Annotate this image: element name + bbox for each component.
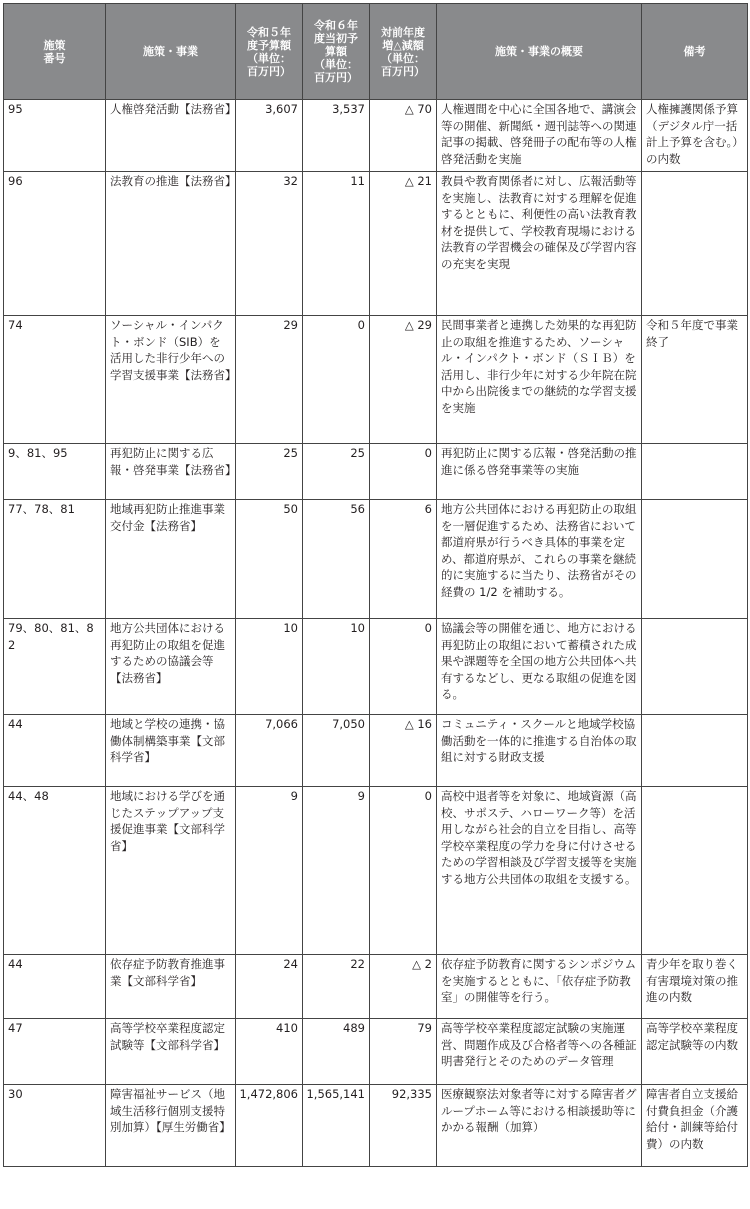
header-measure-number: 施策 番号 [4,4,106,100]
diff-cell: △ 29 [370,316,437,444]
diff-cell: 0 [370,619,437,715]
budget-table [3,3,748,1167]
measure-number-cell: 44 [4,715,106,787]
summary-cell: 協議会等の開催を通じ、地方における再犯防止の取組において蓄積された成果や課題等を全国の地方公共団体へ共有するなどし、更なる取組の促進を図る。 [437,619,642,715]
r5-budget-cell: 7,066 [236,715,303,787]
summary-cell: 高等学校卒業程度認定試験の実施運営、問題作成及び合格者等への各種証明書発行とそのためのデータ管理 [437,1019,642,1085]
r5-budget-cell: 10 [236,619,303,715]
remarks-cell: 高等学校卒業程度認定試験等の内数 [642,1019,748,1085]
summary-cell: 人権週間を中心に全国各地で、講演会等の開催、新聞紙・週刊誌等への関連記事の掲載、啓発冊子の配布等の人権啓発活動を実施 [437,100,642,172]
remarks-cell [642,715,748,787]
measure-number-cell: 95 [4,100,106,172]
r6-budget-cell: 3,537 [303,100,370,172]
table-row [4,955,748,1019]
diff-cell: 79 [370,1019,437,1085]
diff-cell: △ 21 [370,172,437,316]
diff-cell: 92,335 [370,1085,437,1167]
r5-budget-cell: 3,607 [236,100,303,172]
summary-cell: 医療観察法対象者等に対する障害者グループホーム等における相談援助等にかかる報酬（加算） [437,1085,642,1167]
remarks-cell [642,619,748,715]
measure-number-cell: 96 [4,172,106,316]
table-row [4,715,748,787]
remarks-cell: 令和５年度で事業終了 [642,316,748,444]
measure-name-cell: 法教育の推進【法務省】 [106,172,236,316]
header-diff: 対前年度 増△減額 （単位： 百万円） [370,4,437,100]
measure-name-cell: 人権啓発活動【法務省】 [106,100,236,172]
r6-budget-cell: 25 [303,444,370,500]
remarks-cell: 障害者自立支援給付費負担金（介護給付・訓練等給付費）の内数 [642,1085,748,1167]
r6-budget-cell: 22 [303,955,370,1019]
r6-budget-cell: 0 [303,316,370,444]
remarks-cell [642,444,748,500]
header-r5-budget: 令和５年 度予算額 （単位： 百万円） [236,4,303,100]
r6-budget-cell: 489 [303,1019,370,1085]
header-remarks: 備考 [642,4,748,100]
measure-name-cell: 地方公共団体における再犯防止の取組を促進するための協議会等【法務省】 [106,619,236,715]
table-row [4,619,748,715]
r5-budget-cell: 25 [236,444,303,500]
table-row [4,500,748,619]
measure-number-cell: 74 [4,316,106,444]
r5-budget-cell: 50 [236,500,303,619]
measure-name-cell: 地域と学校の連携・協働体制構築事業【文部科学省】 [106,715,236,787]
table-row [4,100,748,172]
remarks-cell [642,500,748,619]
remarks-cell [642,787,748,955]
table-row [4,444,748,500]
remarks-cell: 青少年を取り巻く有害環境対策の推進の内数 [642,955,748,1019]
summary-cell: 高校中退者等を対象に、地域資源（高校、サポステ、ハローワーク等）を活用しながら社会的自立を目指し、高等学校卒業程度の学力を身に付けさせるための学習相談及び学習支援等を実施する地方公共団体の取組を支援する。 [437,787,642,955]
diff-cell: △ 2 [370,955,437,1019]
header-row [4,4,748,100]
r5-budget-cell: 29 [236,316,303,444]
table-row [4,1085,748,1167]
remarks-cell: 人権擁護関係予算（デジタル庁一括計上予算を含む。）の内数 [642,100,748,172]
r5-budget-cell: 410 [236,1019,303,1085]
summary-cell: 依存症予防教育に関するシンポジウムを実施するとともに、「依存症予防教室」の開催等を行う。 [437,955,642,1019]
r5-budget-cell: 9 [236,787,303,955]
table-row [4,1019,748,1085]
r5-budget-cell: 24 [236,955,303,1019]
r5-budget-cell: 1,472,806 [236,1085,303,1167]
diff-cell: △ 16 [370,715,437,787]
table-row [4,316,748,444]
r6-budget-cell: 56 [303,500,370,619]
header-summary: 施策・事業の概要 [437,4,642,100]
summary-cell: 再犯防止に関する広報・啓発活動の推進に係る啓発事業等の実施 [437,444,642,500]
r6-budget-cell: 1,565,141 [303,1085,370,1167]
table-row [4,787,748,955]
measure-number-cell: 44 [4,955,106,1019]
header-measure-name: 施策・事業 [106,4,236,100]
table-row [4,172,748,316]
measure-number-cell: 44、48 [4,787,106,955]
measure-name-cell: 高等学校卒業程度認定試験等【文部科学省】 [106,1019,236,1085]
measure-number-cell: 9、81、95 [4,444,106,500]
r6-budget-cell: 11 [303,172,370,316]
remarks-cell [642,172,748,316]
measure-number-cell: 30 [4,1085,106,1167]
measure-name-cell: 障害福祉サービス（地域生活移行個別支援特別加算）【厚生労働省】 [106,1085,236,1167]
diff-cell: 6 [370,500,437,619]
measure-number-cell: 47 [4,1019,106,1085]
measure-name-cell: ソーシャル・インパクト・ボンド（SIB）を活用した非行少年への学習支援事業【法務省】 [106,316,236,444]
measure-name-cell: 再犯防止に関する広報・啓発事業【法務省】 [106,444,236,500]
r6-budget-cell: 10 [303,619,370,715]
measure-number-cell: 79、80、81、82 [4,619,106,715]
measure-number-cell: 77、78、81 [4,500,106,619]
diff-cell: 0 [370,787,437,955]
summary-cell: 地方公共団体における再犯防止の取組を一層促進するため、法務省において都道府県が行うべき具体的事業を定め、都道府県が、これらの事業を継続的に実施するに当たり、法務省がその経費の 1/2 を補助する。 [437,500,642,619]
diff-cell: 0 [370,444,437,500]
summary-cell: 教員や教育関係者に対し、広報活動等を実施し、法教育に対する理解を促進するとともに、利便性の高い法教育教材を提供して、学校教育現場における法教育の学習機会の確保及び学習内容の充実を実現 [437,172,642,316]
summary-cell: 民間事業者と連携した効果的な再犯防止の取組を推進するため、ソーシャル・インパクト・ボンド（ＳＩＢ）を活用し、非行少年に対する少年院在院中から出院後までの継続的な学習支援を実施 [437,316,642,444]
measure-name-cell: 地域における学びを通じたステップアップ支援促進事業【文部科学省】 [106,787,236,955]
measure-name-cell: 依存症予防教育推進事業【文部科学省】 [106,955,236,1019]
r6-budget-cell: 7,050 [303,715,370,787]
summary-cell: コミュニティ・スクールと地域学校協働活動を一体的に推進する自治体の取組に対する財政支援 [437,715,642,787]
header-r6-budget: 令和６年 度当初予 算額 （単位： 百万円） [303,4,370,100]
diff-cell: △ 70 [370,100,437,172]
measure-name-cell: 地域再犯防止推進事業交付金【法務省】 [106,500,236,619]
r5-budget-cell: 32 [236,172,303,316]
r6-budget-cell: 9 [303,787,370,955]
